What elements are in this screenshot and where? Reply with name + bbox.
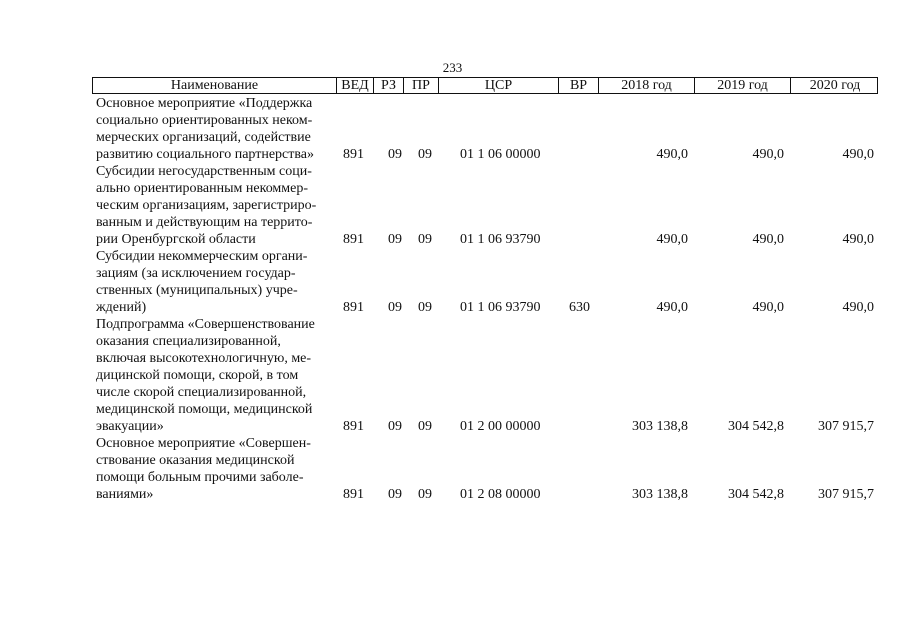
row-2018: 490,0: [656, 232, 688, 247]
row-2018: 303 138,8: [632, 419, 688, 434]
row-2019: 490,0: [752, 232, 784, 247]
row-csr: 01 1 06 00000: [460, 147, 541, 162]
header-pr: ПР: [404, 78, 439, 93]
row-pr: 09: [418, 487, 432, 502]
header-2019: 2019 год: [695, 78, 791, 93]
header-2018: 2018 год: [599, 78, 695, 93]
row-2020: 490,0: [842, 147, 874, 162]
row-name: Основное мероприятие «Совершен- ствование оказания медицинской помощи больным прочими заболе- ваниями»: [96, 436, 311, 502]
header-name: Наименование: [93, 78, 337, 93]
row-name: Основное мероприятие «Поддержка социально ориентированных неком- мерческих организаций, содействие развитию социального партнерства»: [96, 96, 315, 162]
row-name: Субсидии некоммерческим органи- зациям (за исключением государ- ственных (муниципальных) учре- ждений): [96, 249, 308, 315]
row-rz: 09: [388, 300, 402, 315]
row-rz: 09: [388, 232, 402, 247]
table-row: [92, 248, 878, 316]
row-2019: 490,0: [752, 147, 784, 162]
header-csr: ЦСР: [439, 78, 559, 93]
row-ved: 891: [343, 419, 364, 434]
row-2020: 490,0: [842, 232, 874, 247]
row-ved: 891: [343, 300, 364, 315]
row-csr: 01 2 08 00000: [460, 487, 541, 502]
table-row: [92, 316, 878, 435]
row-2020: 307 915,7: [818, 419, 874, 434]
row-2020: 307 915,7: [818, 487, 874, 502]
row-2019: 304 542,8: [728, 487, 784, 502]
row-vr: 630: [569, 300, 590, 315]
row-name: Подпрограмма «Совершенствование оказания специализированной, включая высокотехнологичную, ме- дицинской помощи, скорой, в том числе скорой специализированной, медицинской помощи, медицинской эвакуации»: [96, 317, 315, 434]
header-rz: РЗ: [374, 78, 404, 93]
row-rz: 09: [388, 147, 402, 162]
row-2018: 303 138,8: [632, 487, 688, 502]
row-rz: 09: [388, 487, 402, 502]
row-pr: 09: [418, 300, 432, 315]
row-2019: 304 542,8: [728, 419, 784, 434]
table-row: [92, 163, 878, 248]
header-vr: ВР: [559, 78, 599, 93]
row-csr: 01 1 06 93790: [460, 300, 541, 315]
row-csr: 01 1 06 93790: [460, 232, 541, 247]
row-2019: 490,0: [752, 300, 784, 315]
page-number: 233: [442, 60, 463, 75]
row-name: Субсидии негосударственным соци- ально ориентированным некоммер- ческим организациям, зарегистриро- ванным и действующим на террито- рии Оренбургской области: [96, 164, 317, 247]
table-row: [92, 95, 878, 163]
table-row: [92, 435, 878, 503]
row-pr: 09: [418, 147, 432, 162]
header-ved: ВЕД: [337, 78, 374, 93]
row-rz: 09: [388, 419, 402, 434]
row-2018: 490,0: [656, 300, 688, 315]
row-ved: 891: [343, 232, 364, 247]
row-csr: 01 2 00 00000: [460, 419, 541, 434]
header-2020: 2020 год: [809, 78, 861, 93]
row-ved: 891: [343, 147, 364, 162]
row-pr: 09: [418, 232, 432, 247]
table-header: [92, 77, 878, 94]
row-2018: 490,0: [656, 147, 688, 162]
row-2020: 490,0: [842, 300, 874, 315]
row-pr: 09: [418, 419, 432, 434]
row-ved: 891: [343, 487, 364, 502]
